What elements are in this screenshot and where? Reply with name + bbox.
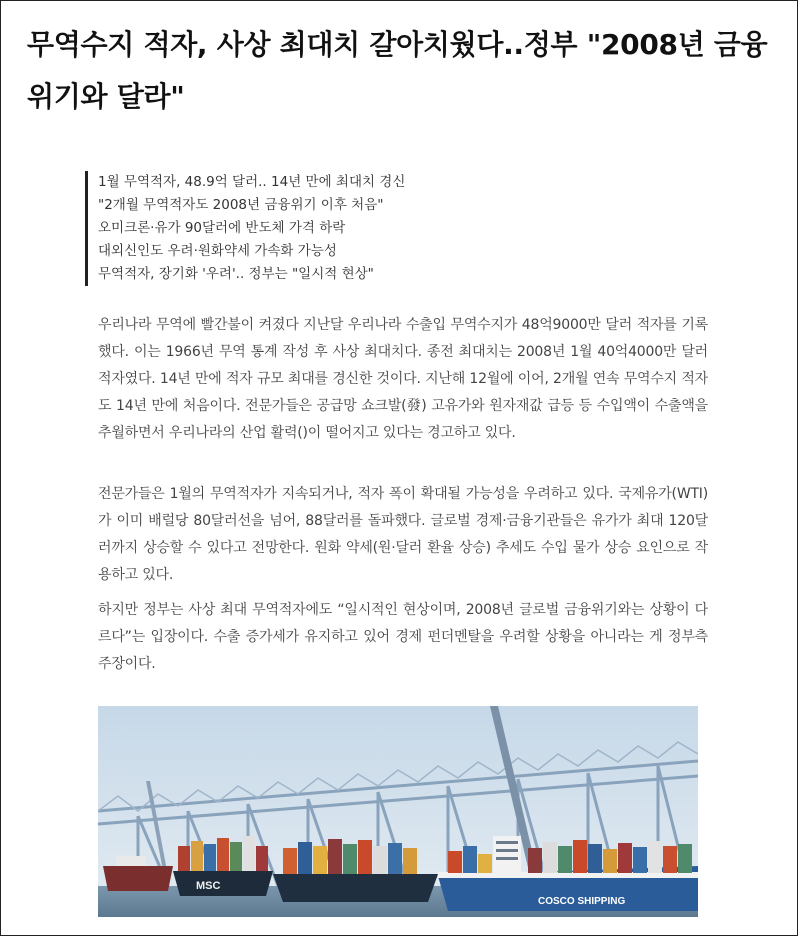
port-photo: [98, 706, 698, 917]
container-stack: [283, 839, 417, 874]
article-title: 무역수지 적자, 사상 최대치 갈아치웠다..정부 "2008년 금융위기와 달라": [27, 28, 768, 113]
summary-line: "2개월 무역적자도 2008년 금융위기 이후 처음": [98, 197, 384, 213]
summary-line: 오미크론·유가 90달러에 반도체 가격 하락: [98, 220, 346, 236]
article-summary: [85, 171, 718, 286]
container-stack: [178, 836, 268, 871]
summary-line: 무역적자, 장기화 '우려'.. 정부는 "일시적 현상": [98, 266, 374, 282]
ship-name-msc: MSC: [196, 880, 221, 892]
article-paragraph: 우리나라 무역에 빨간불이 켜졌다 지난달 우리나라 수출입 무역수지가 48억9000만 달러 적자를 기록했다. 이는 1966년 무역 통계 작성 후 사상 최대치다. 종전 최대치는 2008년 1월 40억4000만 달러 적자였다. 14년 만에 적자 규모 최대를 경신한 것이다. 지난해 12월에 이어, 2개월 연속 무역수지 적자도 14년 만에 처음이다. 전문가들은 공급망 쇼크발(發) 고유가와 원자재값 급등 등 수입액이 수출액을 추월하면서 우리나라의 산업 활력()이 떨어지고 있다는 경고하고 있다.: [98, 317, 708, 441]
article-paragraph: 전문가들은 1월의 무역적자가 지속되거나, 적자 폭이 확대될 가능성을 우려하고 있다. 국제유가(WTI)가 이미 배럴당 80달러선을 넘어, 88달러를 돌파했다. 글로벌 경제·금융기관들은 유가가 최대 120달러까지 상승할 수 있다고 전망한다. 원화 약세(원·달러 환율 상승) 추세도 수입 물가 상승 요인으로 작용하고 있다.: [98, 486, 708, 583]
ship-name-cosco: COSCO SHIPPING: [538, 896, 626, 907]
summary-line: 1월 무역적자, 48.9억 달러.. 14년 만에 최대치 경신: [98, 174, 406, 190]
container-port-illustration: [98, 706, 698, 917]
summary-line: 대외신인도 우려·원화약세 가속화 가능성: [98, 243, 337, 259]
article-paragraph: 하지만 정부는 사상 최대 무역적자에도 “일시적인 현상이며, 2008년 글로벌 금융위기와는 상황이 다르다”는 입장이다. 수출 증가세가 유지하고 있어 경제 펀더멘탈을 우려할 상황을 아니라는 게 정부측 주장이다.: [98, 602, 708, 672]
